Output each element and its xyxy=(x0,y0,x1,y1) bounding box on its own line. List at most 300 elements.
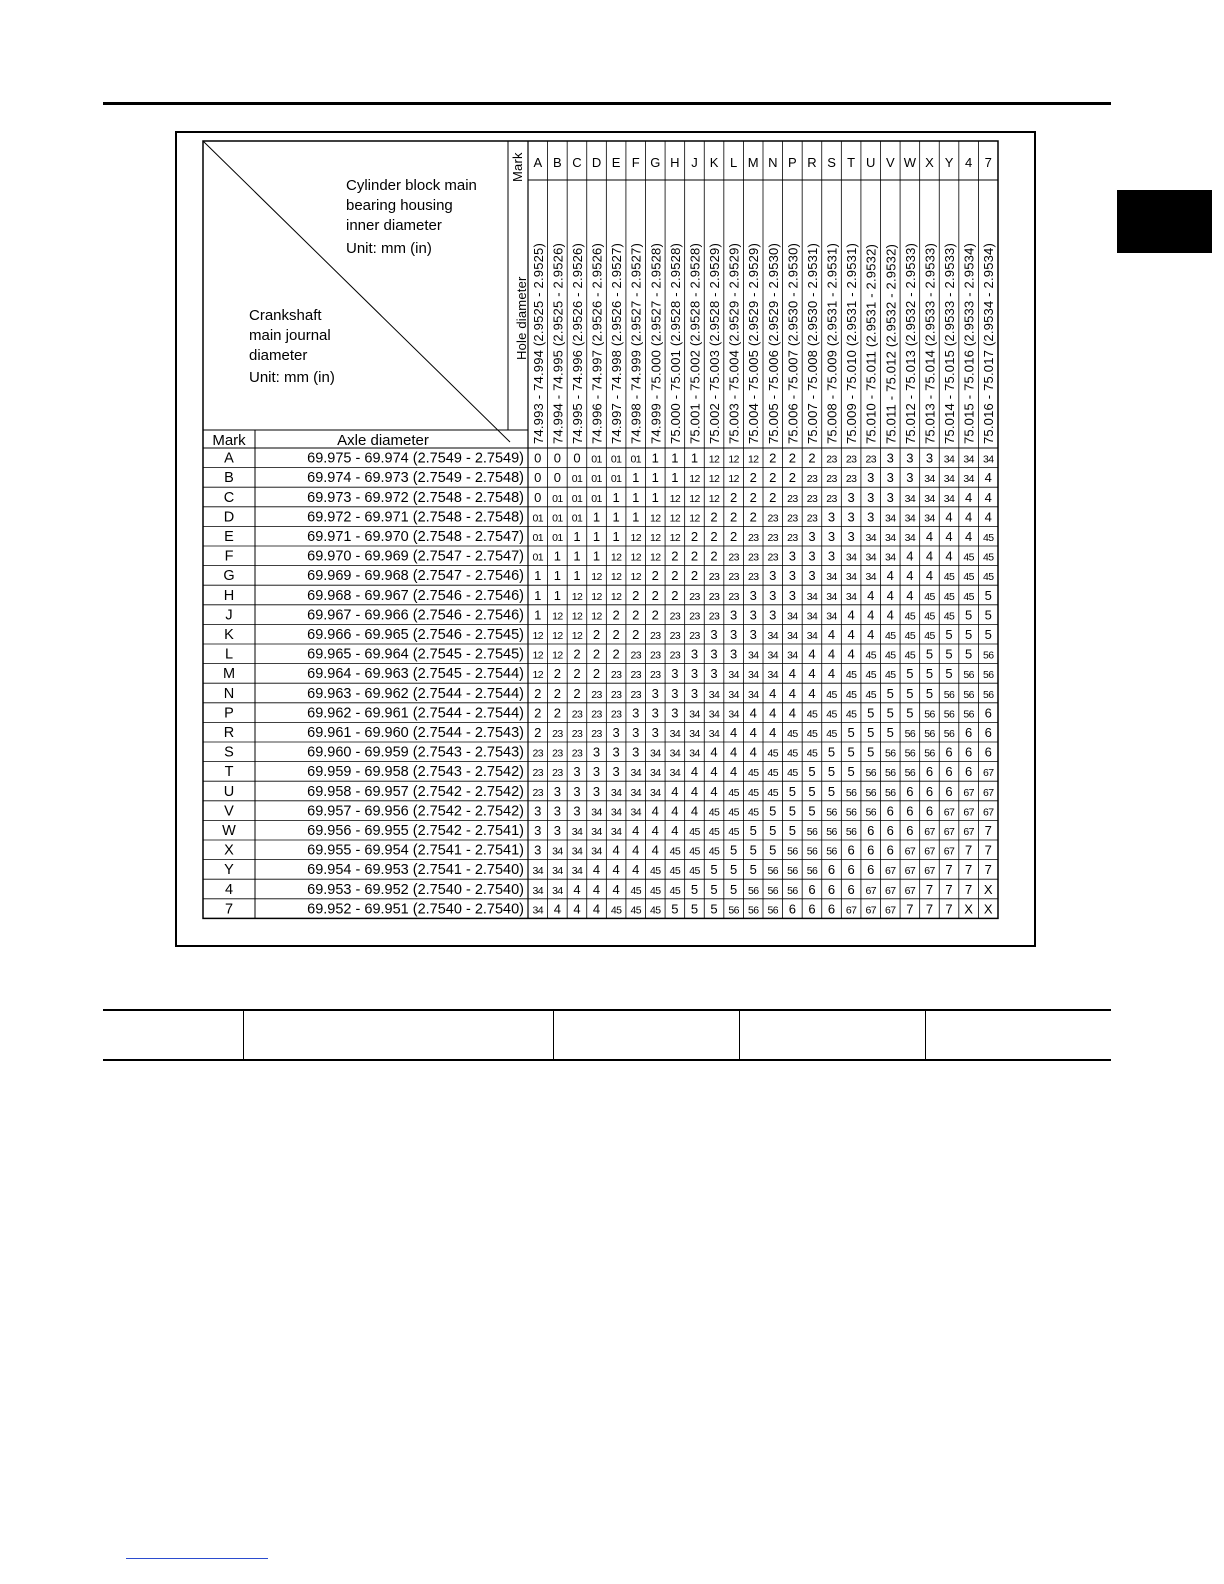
grade-cell: 1 xyxy=(632,489,640,505)
grade-cell: 12 xyxy=(610,571,622,584)
grade-cell: 34 xyxy=(669,728,681,740)
grade-cell: 3 xyxy=(710,666,718,682)
grade-cell: 45 xyxy=(865,688,876,701)
grade-cell: 3 xyxy=(749,587,757,603)
grade-cell: 5 xyxy=(925,646,934,662)
grade-cell: 01 xyxy=(630,453,641,466)
grade-cell: 34 xyxy=(904,492,916,505)
grade-cell: 4 xyxy=(710,744,718,760)
row-mark-label: M xyxy=(222,666,236,683)
grade-cell: 4 xyxy=(965,509,973,525)
column-mark-label: G xyxy=(650,155,661,170)
grade-cell: 3 xyxy=(671,705,679,721)
row-axle-diameter: 69.962 - 69.961 (2.7544 - 2.7544) xyxy=(307,705,524,722)
grade-cell: 6 xyxy=(906,783,914,799)
grade-cell: 0 xyxy=(534,470,542,486)
column-mark-label: N xyxy=(768,155,778,170)
column-mark-label: D xyxy=(591,155,602,170)
grade-cell: 2 xyxy=(710,529,718,544)
grade-cell: 1 xyxy=(671,470,679,486)
column-mark-label: X xyxy=(925,155,934,170)
grade-cell: 5 xyxy=(847,725,855,740)
grade-cell: 7 xyxy=(965,881,973,897)
grade-cell: 12 xyxy=(591,571,602,584)
grade-cell: 3 xyxy=(730,646,738,662)
row-axle-diameter: 69.954 - 69.953 (2.7541 - 2.7540) xyxy=(307,862,524,879)
grade-cell: 56 xyxy=(845,806,857,819)
grade-cell: 23 xyxy=(630,688,641,701)
grade-cell: 12 xyxy=(610,551,622,564)
grade-cell: 2 xyxy=(769,470,777,486)
grade-cell: 2 xyxy=(534,705,542,721)
row-axle-diameter: 69.975 - 69.974 (2.7549 - 2.7549) xyxy=(307,450,524,467)
grade-cell: 4 xyxy=(671,823,679,838)
grade-cell: 45 xyxy=(943,590,955,603)
grade-cell: 34 xyxy=(532,904,544,917)
grade-cell: 5 xyxy=(867,705,875,721)
grade-cell: 7 xyxy=(965,862,973,878)
grade-cell: 45 xyxy=(767,767,779,780)
row-axle-diameter: 69.952 - 69.951 (2.7540 - 2.7540) xyxy=(307,901,524,918)
grade-cell: 12 xyxy=(630,571,641,584)
grade-cell: 3 xyxy=(808,548,816,564)
grade-cell: 3 xyxy=(553,803,561,819)
grade-cell: 56 xyxy=(963,708,974,721)
grade-cell: 3 xyxy=(886,470,894,486)
grade-cell: 56 xyxy=(787,884,798,897)
grade-cell: 5 xyxy=(827,764,836,780)
grade-cell: 45 xyxy=(669,845,681,858)
grade-cell: 45 xyxy=(943,610,955,623)
grade-cell: 45 xyxy=(904,630,916,642)
row-mark-label: X xyxy=(224,842,234,859)
grade-cell: 34 xyxy=(787,649,798,662)
grade-cell: 6 xyxy=(925,764,934,780)
column-hole-diameter: 75.004 - 75.005 (2.9529 - 2.9529) xyxy=(746,242,762,444)
grade-cell: 45 xyxy=(650,865,661,878)
grade-cell: 4 xyxy=(984,509,992,525)
grade-cell: 12 xyxy=(747,453,759,466)
row-mark-label: P xyxy=(224,705,234,722)
grade-cell: 2 xyxy=(690,529,699,544)
grade-cell: 34 xyxy=(669,767,681,780)
grade-cell: 12 xyxy=(669,532,681,544)
grade-cell: 01 xyxy=(571,492,583,505)
row-axle-diameter: 69.971 - 69.970 (2.7548 - 2.7547) xyxy=(307,529,524,545)
grade-cell: 3 xyxy=(632,705,640,721)
grade-cell: 4 xyxy=(612,881,620,897)
row-mark-label: Y xyxy=(224,862,234,879)
grade-cell: 0 xyxy=(553,470,561,486)
grade-cell: 7 xyxy=(925,901,934,917)
grade-cell: 23 xyxy=(826,453,837,466)
grade-cell: 2 xyxy=(553,666,561,682)
grade-cell: 45 xyxy=(728,806,739,819)
grade-cell: 45 xyxy=(924,590,935,603)
grade-cell: 4 xyxy=(945,548,953,564)
grade-cell: 5 xyxy=(710,881,718,897)
row-axle-diameter: 69.963 - 69.962 (2.7544 - 2.7544) xyxy=(307,685,524,702)
grade-cell: 56 xyxy=(806,845,818,858)
grade-cell: 1 xyxy=(612,489,620,505)
grade-cell: 4 xyxy=(886,568,894,584)
grade-cell: 23 xyxy=(591,728,602,740)
grade-cell: 12 xyxy=(552,649,563,662)
grade-cell: 45 xyxy=(747,806,759,819)
grade-cell: 4 xyxy=(925,529,934,544)
row-mark-label: U xyxy=(223,783,235,800)
grade-cell: 23 xyxy=(532,747,544,760)
row-mark-label: R xyxy=(223,725,235,741)
row-mark-label: D xyxy=(223,509,235,526)
grade-cell: 5 xyxy=(769,842,777,858)
grade-cell: 67 xyxy=(904,845,916,858)
crankshaft-unit-label: Unit: mm (in) xyxy=(249,369,335,386)
grade-cell: 34 xyxy=(826,571,837,584)
grade-cell: 6 xyxy=(886,803,894,819)
grade-cell: 6 xyxy=(925,803,934,819)
mark-header-vertical: Mark xyxy=(510,152,525,182)
grade-cell: 45 xyxy=(708,806,720,819)
grade-cell: 12 xyxy=(650,551,661,564)
grade-cell: 45 xyxy=(904,610,916,623)
column-hole-diameter: 75.007 - 75.008 (2.9530 - 2.9531) xyxy=(804,242,820,444)
grade-cell: 23 xyxy=(650,669,661,682)
column-hole-diameter: 75.016 - 75.017 (2.9534 - 2.9534) xyxy=(981,242,997,444)
grade-cell: 23 xyxy=(630,649,641,662)
grade-cell: 34 xyxy=(806,630,818,642)
grade-cell: 0 xyxy=(534,450,542,466)
grade-cell: 12 xyxy=(650,532,661,544)
row-axle-diameter: 69.965 - 69.964 (2.7545 - 2.7545) xyxy=(307,646,524,663)
grade-cell: 56 xyxy=(943,728,955,740)
grade-cell: 2 xyxy=(749,470,757,486)
row-mark-label: L xyxy=(224,646,234,663)
grade-cell: 2 xyxy=(573,685,581,701)
row-axle-diameter: 69.969 - 69.968 (2.7547 - 2.7546) xyxy=(307,568,524,585)
grade-cell: 2 xyxy=(534,685,542,701)
column-mark-label: L xyxy=(730,155,738,170)
grade-cell: 0 xyxy=(573,450,581,466)
grade-cell: 12 xyxy=(728,453,739,466)
grade-cell: 4 xyxy=(788,705,796,721)
grade-cell: 67 xyxy=(924,865,935,878)
column-hole-diameter: 74.996 - 74.997 (2.9526 - 2.9526) xyxy=(589,242,605,444)
grade-cell: 2 xyxy=(632,587,640,603)
grade-cell: 34 xyxy=(591,826,602,838)
grade-cell: 3 xyxy=(769,568,777,584)
grade-cell: 4 xyxy=(808,685,816,701)
grade-cell: 4 xyxy=(808,646,816,662)
grade-cell: 3 xyxy=(573,803,581,819)
column-hole-diameter: 74.998 - 74.999 (2.9527 - 2.9527) xyxy=(628,242,644,444)
grade-cell: 34 xyxy=(787,610,798,623)
grade-cell: 4 xyxy=(827,627,836,642)
grade-cell: 6 xyxy=(827,901,836,917)
grade-cell: 3 xyxy=(749,627,757,642)
block-housing-label: inner diameter xyxy=(346,217,442,234)
row-axle-diameter: 69.961 - 69.960 (2.7544 - 2.7543) xyxy=(307,725,524,741)
grade-cell: 67 xyxy=(904,865,916,878)
column-mark-label: 4 xyxy=(965,155,973,170)
grade-cell: 12 xyxy=(571,630,583,642)
grade-cell: 7 xyxy=(984,842,992,858)
grade-cell: 7 xyxy=(984,862,992,878)
grade-cell: 23 xyxy=(532,786,544,799)
grade-cell: 4 xyxy=(965,489,973,505)
grade-cell: 12 xyxy=(669,492,681,505)
grade-cell: 5 xyxy=(827,744,836,760)
grade-cell: 34 xyxy=(787,630,798,642)
row-axle-diameter: 69.953 - 69.952 (2.7540 - 2.7540) xyxy=(307,881,524,898)
grade-cell: 34 xyxy=(845,551,857,564)
grade-cell: 45 xyxy=(630,904,641,917)
grade-cell: 34 xyxy=(708,728,720,740)
grade-cell: 4 xyxy=(867,607,875,623)
grade-cell: 12 xyxy=(630,551,641,564)
grade-cell: 34 xyxy=(650,786,661,799)
grade-cell: 01 xyxy=(552,492,563,505)
grade-cell: 67 xyxy=(845,904,857,917)
column-mark-label: H xyxy=(670,155,680,170)
grade-cell: 45 xyxy=(708,845,720,858)
grade-cell: 2 xyxy=(632,607,640,623)
grade-cell: 34 xyxy=(708,708,720,721)
grade-cell: 5 xyxy=(906,685,914,701)
grade-cell: 56 xyxy=(982,649,994,662)
grade-cell: 7 xyxy=(925,881,934,897)
grade-cell: 1 xyxy=(553,587,561,603)
grade-cell: 1 xyxy=(573,568,581,584)
grade-cell: 34 xyxy=(571,845,583,858)
grade-cell: 01 xyxy=(591,492,602,505)
grade-cell: 2 xyxy=(573,666,581,682)
grade-cell: 34 xyxy=(689,747,700,760)
grade-cell: 67 xyxy=(904,884,916,897)
grade-cell: 6 xyxy=(827,881,836,897)
grade-cell: 5 xyxy=(906,666,914,682)
block-unit-label: Unit: mm (in) xyxy=(346,240,432,257)
grade-cell: 67 xyxy=(963,806,974,819)
grade-cell: 45 xyxy=(924,610,935,623)
grade-cell: 45 xyxy=(708,826,720,838)
grade-cell: 45 xyxy=(943,571,955,584)
grade-cell: 5 xyxy=(925,666,934,682)
grade-cell: 34 xyxy=(630,767,641,780)
grade-cell: 3 xyxy=(769,607,777,623)
grade-cell: 01 xyxy=(532,551,544,564)
grade-cell: 23 xyxy=(669,610,681,623)
grade-cell: 23 xyxy=(689,590,700,603)
grade-cell: 4 xyxy=(730,744,738,760)
grade-cell: 23 xyxy=(650,649,661,662)
grade-cell: 4 xyxy=(769,725,777,740)
table-divider xyxy=(739,1011,740,1059)
column-hole-diameter: 75.003 - 75.004 (2.9529 - 2.9529) xyxy=(726,242,742,444)
row-axle-diameter: 69.964 - 69.963 (2.7545 - 2.7544) xyxy=(307,666,524,683)
grade-cell: 3 xyxy=(827,509,836,525)
grade-cell: 34 xyxy=(924,492,935,505)
grade-cell: 4 xyxy=(984,489,992,505)
grade-cell: 12 xyxy=(708,473,720,486)
grade-cell: 34 xyxy=(963,473,974,486)
grade-cell: 3 xyxy=(906,470,914,486)
grade-cell: 45 xyxy=(924,630,935,642)
grade-cell: 2 xyxy=(534,725,542,740)
grade-cell: 45 xyxy=(787,728,798,740)
row-mark-label: N xyxy=(223,685,235,702)
grade-cell: 1 xyxy=(651,489,659,505)
grade-cell: 4 xyxy=(651,842,659,858)
grade-cell: 23 xyxy=(552,747,563,760)
grade-cell: 0 xyxy=(553,450,561,466)
grade-cell: 67 xyxy=(865,904,876,917)
column-mark-label: C xyxy=(572,155,582,170)
grade-cell: 2 xyxy=(632,627,640,642)
grade-cell: 23 xyxy=(787,512,798,525)
grade-cell: 34 xyxy=(826,610,837,623)
grade-cell: 56 xyxy=(747,904,759,917)
grade-cell: 12 xyxy=(571,610,583,623)
grade-cell: 34 xyxy=(552,884,563,897)
grade-cell: 34 xyxy=(552,845,563,858)
grade-cell: 4 xyxy=(632,823,640,838)
grade-cell: 2 xyxy=(592,627,601,642)
grade-cell: 23 xyxy=(728,590,739,603)
footer-link-underline[interactable] xyxy=(126,1558,268,1559)
grade-cell: 1 xyxy=(534,587,542,603)
grade-cell: 5 xyxy=(945,646,953,662)
grade-cell: 4 xyxy=(906,568,914,584)
grade-cell: 6 xyxy=(847,862,855,878)
grade-cell: 2 xyxy=(553,705,561,721)
grade-cell: 4 xyxy=(553,901,561,917)
grade-cell: 6 xyxy=(906,823,914,838)
column-hole-diameter: 74.995 - 74.996 (2.9526 - 2.9526) xyxy=(569,242,585,444)
grade-cell: 2 xyxy=(730,489,738,505)
grade-cell: 5 xyxy=(690,881,699,897)
grade-cell: 56 xyxy=(943,708,955,721)
grade-cell: 12 xyxy=(728,473,739,486)
grade-cell: 3 xyxy=(534,823,542,838)
grade-cell: 2 xyxy=(710,548,718,564)
grade-cell: 3 xyxy=(788,587,796,603)
grade-cell: 6 xyxy=(906,803,914,819)
grade-cell: 5 xyxy=(730,862,738,878)
grade-cell: 34 xyxy=(767,649,779,662)
grade-cell: 1 xyxy=(690,450,699,466)
grade-cell: 6 xyxy=(867,842,875,858)
grade-cell: 34 xyxy=(767,669,779,682)
grade-cell: 01 xyxy=(532,532,544,544)
row-axle-diameter: 69.958 - 69.957 (2.7542 - 2.7542) xyxy=(307,783,524,800)
grade-cell: 3 xyxy=(534,803,542,819)
grade-cell: 6 xyxy=(984,744,992,760)
grade-cell: 12 xyxy=(689,492,700,505)
grade-cell: 34 xyxy=(630,786,641,799)
grade-cell: 4 xyxy=(906,548,914,564)
grade-cell: 34 xyxy=(532,884,544,897)
grade-cell: 12 xyxy=(630,532,641,544)
grade-cell: 23 xyxy=(689,610,700,623)
grade-cell: 45 xyxy=(826,688,837,701)
column-mark-label: E xyxy=(611,155,621,170)
grade-cell: 6 xyxy=(847,842,855,858)
row-mark-label: T xyxy=(224,764,234,781)
grade-cell: 1 xyxy=(592,529,601,544)
grade-cell: 4 xyxy=(984,470,992,486)
grade-cell: 3 xyxy=(827,529,836,544)
grade-cell: 45 xyxy=(650,904,661,917)
bottom-info-table xyxy=(103,1009,1111,1061)
row-mark-label: C xyxy=(223,489,235,506)
grade-cell: 1 xyxy=(651,450,659,466)
grade-cell: 5 xyxy=(984,627,992,642)
grade-cell: 56 xyxy=(787,845,798,858)
grade-cell: 5 xyxy=(690,901,699,917)
grade-cell: 4 xyxy=(769,705,777,721)
grade-cell: 2 xyxy=(651,587,659,603)
grade-cell: 34 xyxy=(904,512,916,525)
row-axle-diameter: 69.957 - 69.956 (2.7542 - 2.7542) xyxy=(307,803,524,820)
grade-cell: 23 xyxy=(552,728,563,740)
grade-cell: 56 xyxy=(767,884,779,897)
grade-cell: 4 xyxy=(573,881,581,897)
row-mark-label: A xyxy=(224,450,234,467)
grade-cell: X xyxy=(964,901,973,917)
grade-cell: 45 xyxy=(845,688,857,701)
grade-cell: 3 xyxy=(906,450,914,466)
grade-cell: 34 xyxy=(591,845,602,858)
grade-cell: 56 xyxy=(963,669,974,682)
grade-cell: X xyxy=(983,901,993,917)
grade-cell: 3 xyxy=(592,783,601,799)
grade-cell: 45 xyxy=(806,728,818,740)
grade-cell: 45 xyxy=(689,826,700,838)
grade-cell: 3 xyxy=(867,470,875,486)
grade-cell: 2 xyxy=(651,568,659,584)
row-axle-diameter: 69.960 - 69.959 (2.7543 - 2.7543) xyxy=(307,744,524,761)
grade-cell: 34 xyxy=(904,532,916,544)
grade-cell: 4 xyxy=(788,666,796,682)
grade-cell: 23 xyxy=(747,551,759,564)
grade-cell: 4 xyxy=(867,587,875,603)
grade-cell: 23 xyxy=(708,610,720,623)
grade-cell: 1 xyxy=(612,509,620,525)
table-divider xyxy=(243,1011,244,1059)
grade-cell: 1 xyxy=(573,548,581,564)
row-mark-label: 7 xyxy=(224,901,234,918)
grade-cell: 45 xyxy=(806,708,818,721)
grade-cell: 67 xyxy=(865,884,876,897)
grade-cell: 3 xyxy=(553,783,561,799)
grade-cell: 4 xyxy=(886,607,894,623)
grade-cell: 56 xyxy=(885,747,896,760)
grade-cell: 12 xyxy=(689,473,700,486)
grade-cell: 3 xyxy=(808,529,816,544)
grade-cell: 23 xyxy=(806,473,818,486)
grade-cell: 45 xyxy=(728,826,739,838)
grade-cell: 4 xyxy=(749,744,757,760)
grade-cell: 23 xyxy=(689,630,700,642)
grade-cell: 67 xyxy=(943,806,955,819)
grade-cell: 23 xyxy=(630,669,641,682)
grade-cell: 5 xyxy=(984,587,992,603)
grade-cell: 4 xyxy=(925,568,934,584)
grade-cell: 34 xyxy=(865,551,876,564)
row-axle-diameter: 69.972 - 69.971 (2.7548 - 2.7548) xyxy=(307,509,524,526)
row-mark-label: J xyxy=(225,607,233,624)
